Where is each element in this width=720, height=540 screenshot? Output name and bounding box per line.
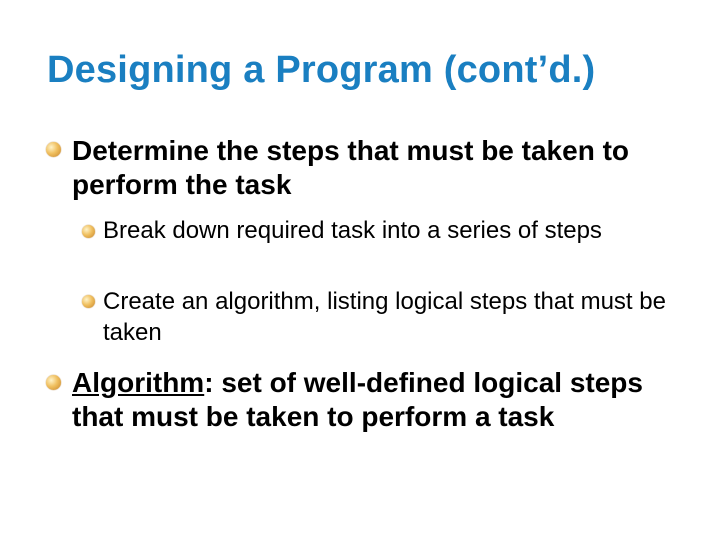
bullet-determine-steps: Determine the steps that must be taken to perform the task [72,135,630,200]
sub-bullet-break-down: Break down required task into a series of steps [103,217,602,244]
bullet-icon [46,375,61,390]
definition-text: : set of well-defined logical steps that must be taken to perform a task [72,367,643,432]
bullet-algorithm-definition [72,366,692,434]
bullet-icon [46,142,61,157]
sub-bullet-icon [82,225,95,238]
term-algorithm: Algorithm [72,367,205,398]
slide-title: Designing a Program (cont’d.) [47,49,596,91]
sub-bullet-algorithm: Create an algorithm, listing logical steps that must be taken [103,288,666,346]
sub-bullet-icon [82,295,95,308]
